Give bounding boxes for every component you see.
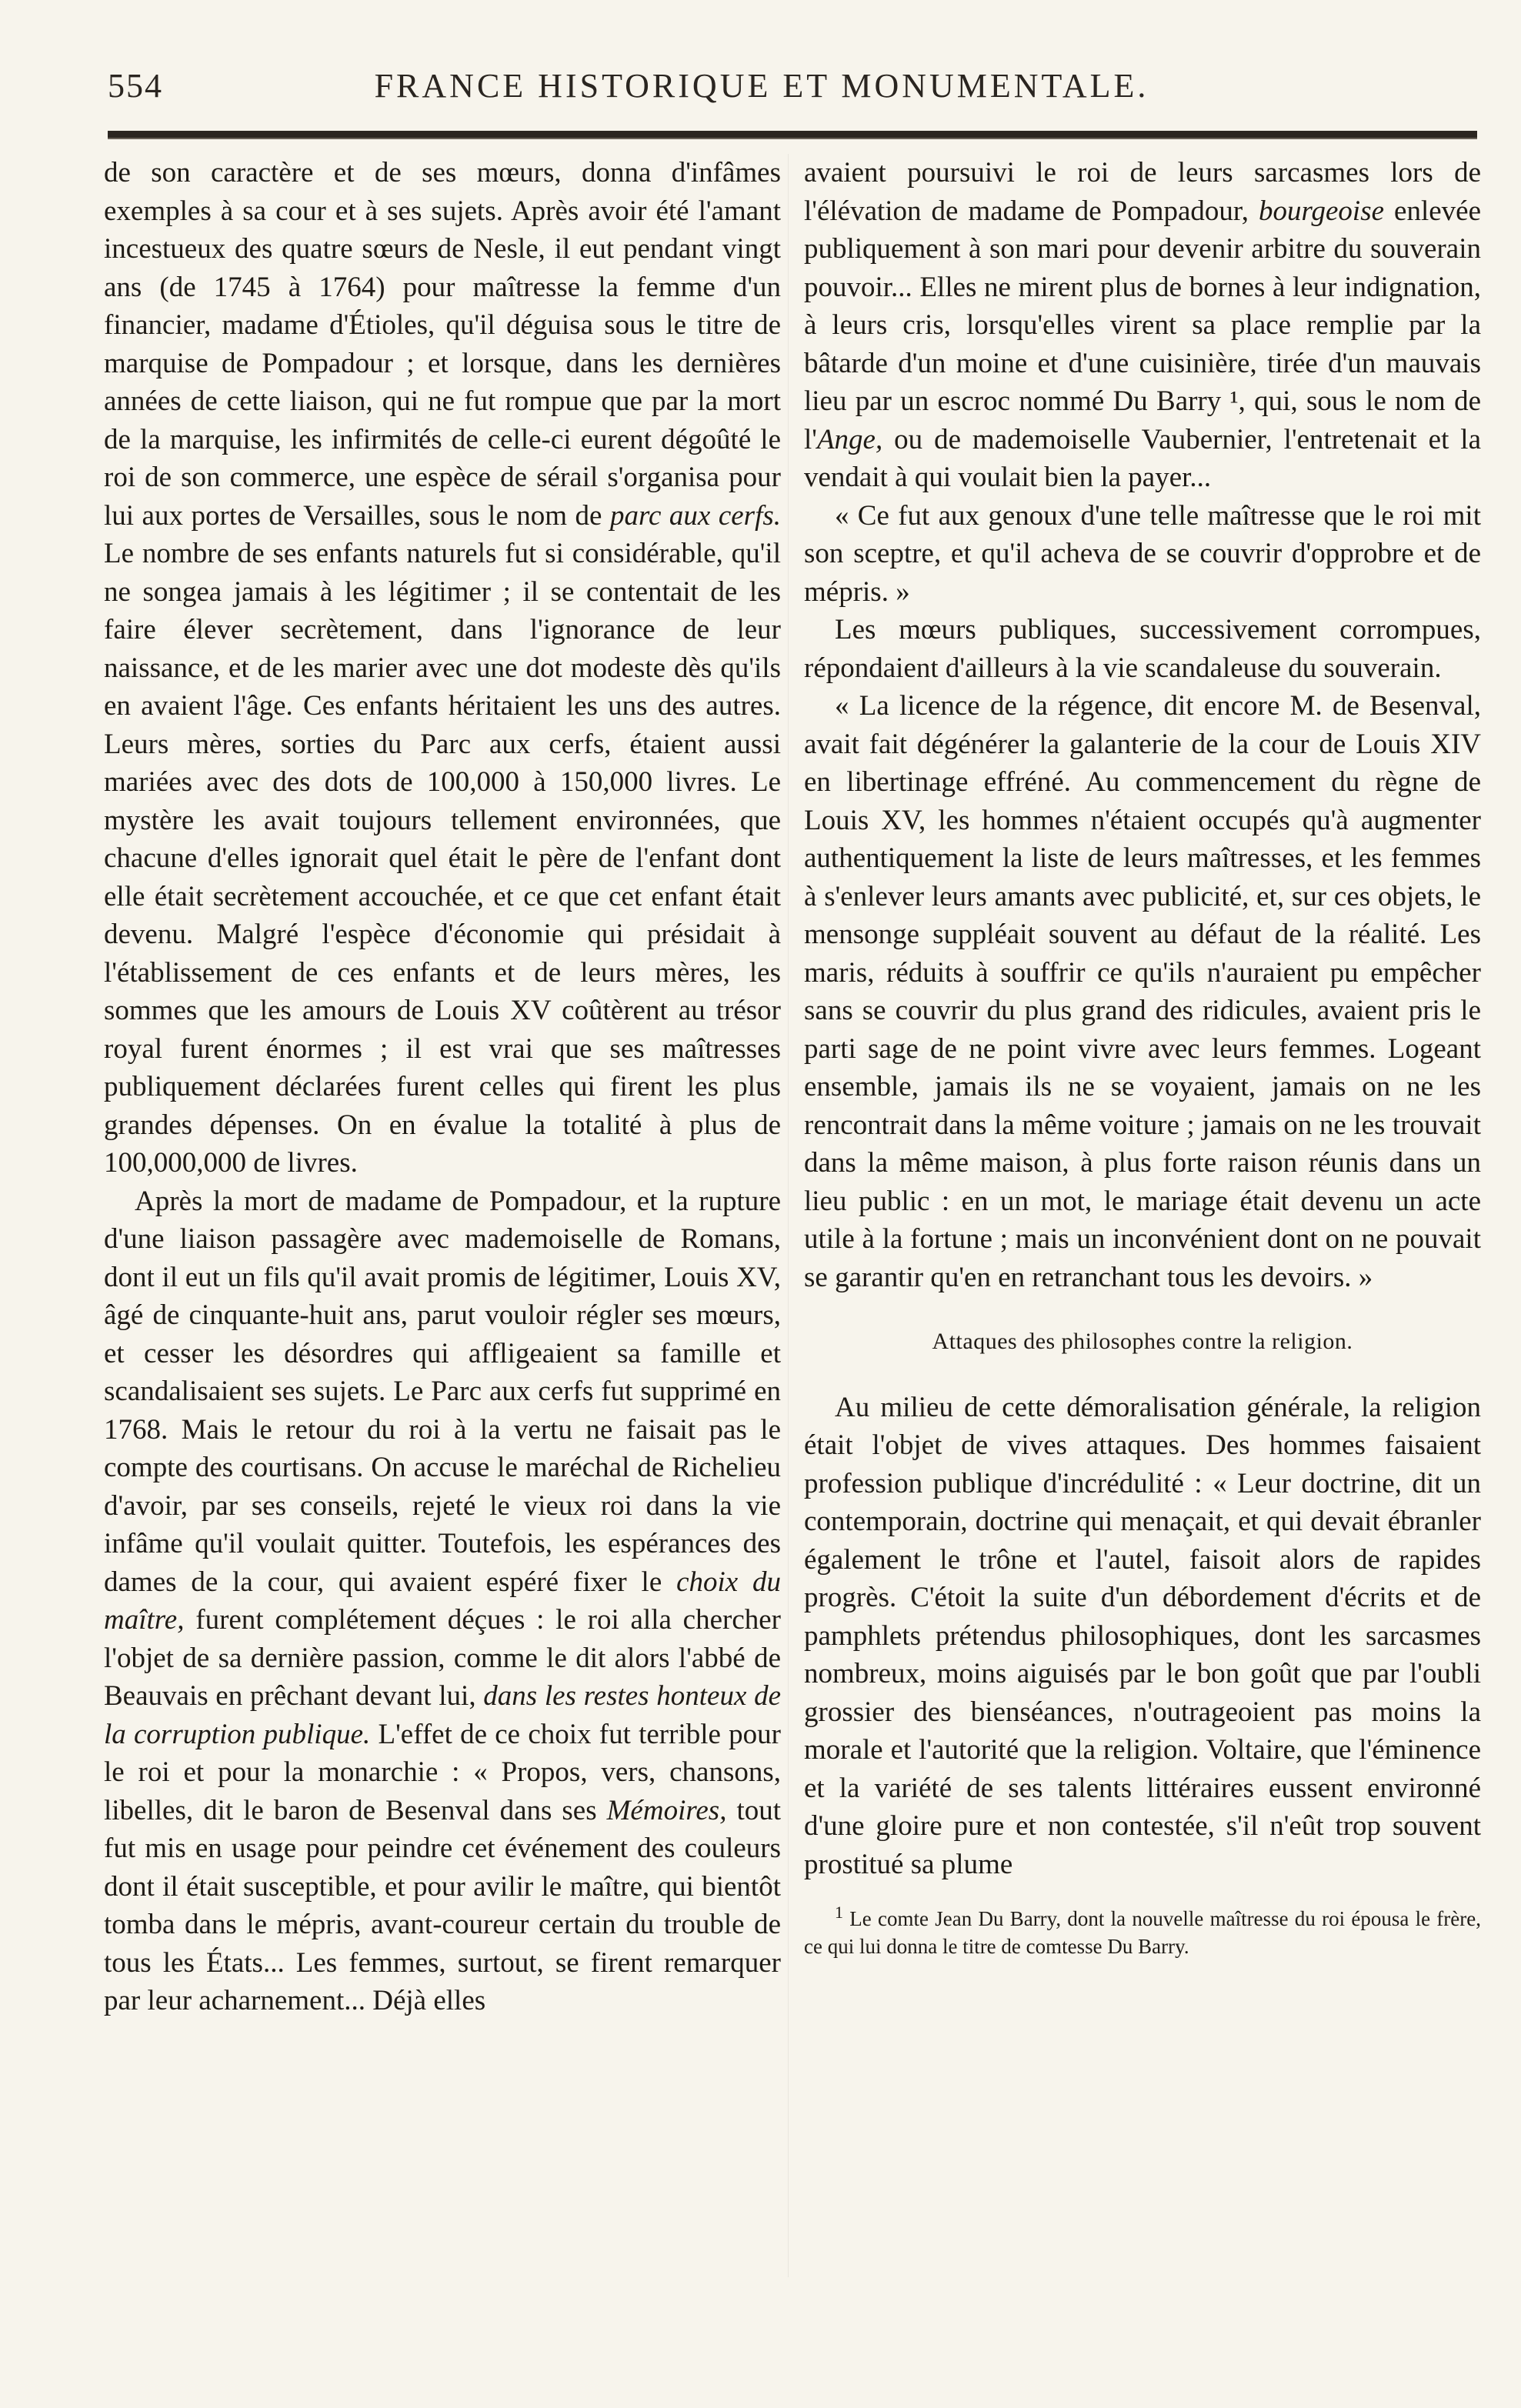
text-run: Après la mort de madame de Pompadour, et la rupture d'une liaison passagère avec mademoiselle de Romans, dont il eut un fils qu'il avait promis de légitimer, Louis XV, âgé de cinquante-huit ans, parut vouloir régler ses mœurs, et cesser les désordres qui affligeaient sa famille et scandalisaient ses sujets. Le Parc aux cerfs fut supprimé en 1768. Mais le retour du roi à la vertu ne faisait pas le compte des courtisans. On accuse le maréchal de Richelieu d'avoir, par ses conseils, rejeté le vieux roi dans la vie infâme qu'il voulait quitter. Toutefois, les espérances des dames de la cour, qui avaient espéré fixer le [104, 1185, 781, 1598]
text-run: furent complétement déçues : le roi alla chercher l'objet de sa dernière passion, comme le dit alors l'abbé de Beauvais en prêchant devant lui, [104, 1604, 781, 1712]
footnote-mark: 1 [835, 1903, 843, 1922]
column-divider [788, 154, 789, 2277]
left-paragraph-1 [104, 154, 781, 1182]
italic-restes-honteux: dans les restes honteux de la corruption publique. [104, 1680, 781, 1750]
footnote-text: Le comte Jean Du Barry, dont la nouvelle maîtresse du roi épousa le frère, ce qui lui donna le titre de comtesse Du Barry. [804, 1907, 1482, 1958]
text-run: enlevée publiquement à son mari pour devenir arbitre du souverain pouvoir... Elles ne mirent plus de bornes à leur indignation, à leurs cris, lorsqu'elles virent sa place remplie par la bâtarde d'un moine et d'une cuisinière, tirée d'un mauvais lieu par un escroc nommé Du Barry ¹, qui, sous le nom de l' [804, 195, 1481, 455]
text-run: L'effet de ce choix fut terrible pour le roi et pour la monarchie : « Propos, vers, chansons, libelles, dit le baron de Besenval dans ses [104, 1718, 781, 1826]
right-paragraph-2: « Ce fut aux genoux d'une telle maîtresse que le roi mit son sceptre, et qu'il acheva de se couvrir d'opprobre et de mépris. » [804, 499, 1481, 608]
text-run: ou de mademoiselle Vaubernier, l'entretenait et la vendait à qui voulait bien la payer... [804, 423, 1481, 493]
header-rule [108, 131, 1477, 139]
italic-bourgeoise: bourgeoise [1258, 195, 1385, 227]
text-run: de son caractère et de ses mœurs, donna d'infâmes exemples à sa cour et à ses sujets. Après avoir été l'amant incestueux des quatre sœurs de Nesle, il eut pendant vingt ans (de 1745 à 1764) pour maîtresse la femme d'un financier, madame d'Étioles, qu'il déguisa sous le titre de marquise de Pompadour ; et lorsque, dans les dernières années de cette liaison, qui ne fut rompue que par la mort de la marquise, les infirmités de celle-ci eurent dégoûté le roi de son commerce, une espèce de sérail s'organisa pour lui aux portes de Versailles, sous le nom de [104, 157, 781, 532]
left-paragraph-2 [104, 1182, 781, 2020]
running-title: FRANCE HISTORIQUE ET MONUMENTALE. [374, 67, 1149, 105]
italic-memoires: Mémoires, [606, 1794, 727, 1826]
right-column [804, 154, 1481, 1960]
page-header [108, 66, 1416, 112]
italic-ange: Ange, [816, 423, 883, 455]
right-paragraph-4: « La licence de la régence, dit encore M. de Besenval, avait fait dégénérer la galanterie de la cour de Louis XIV en libertinage effréné. Au commencement du règne de Louis XV, les hommes n'étaient occupés qu'à augmenter authentiquement la liste de leurs maîtresses, et les femmes à s'enlever leurs amants avec publicité, et, sur ces objets, le mensonge suppléait souvent au défaut de la réalité. Les maris, réduits à souffrir ce qu'ils n'auraient pu empêcher sans se couvrir du plus grand des ridicules, avaient pris le parti sage de ne point vivre avec leurs femmes. Logeant ensemble, jamais ils ne se voyaient, jamais on ne les rencontrait dans la même voiture ; jamais on ne les trouvait dans la même maison, à plus forte raison réunis dans un lieu public : en un mot, le mariage était devenu un acte utile à la fortune ; mais un inconvénient dont on ne pouvait se garantir qu'en en retranchant tous les devoirs. » [804, 690, 1481, 1293]
text-run: avaient poursuivi le roi de leurs sarcasmes lors de l'élévation de madame de Pompadour, [804, 157, 1481, 227]
italic-choix-du-maitre: choix du maître, [104, 1566, 781, 1636]
italic-term-parc-aux-cerfs: parc aux cerfs. [609, 499, 781, 532]
text-run: Le nombre de ses enfants naturels fut si considérable, qu'il ne songea jamais à les légitimer ; il se contentait de les faire élever secrètement, dans l'ignorance de leur naissance, et de les marier avec une dot modeste dès qu'ils en avaient l'âge. Ces enfants héritaient les uns des autres. Leurs mères, sorties du Parc aux cerfs, étaient aussi mariées avec des dots de 100,000 à 150,000 livres. Le mystère les avait toujours tellement environnées, que chacune d'elles ignorait quel était le père de l'enfant dont elle était secrètement accouchée, et ce que cet enfant était devenu. Malgré l'espèce d'économie qui présidait à l'établissement de ces enfants et de leurs mères, les sommes que les amours de Louis XV coûtèrent au trésor royal furent énormes ; il est vrai que ses maîtresses publiquement déclarées furent celles qui firent les plus grandes dépenses. On en évalue la totalité à plus de 100,000,000 de livres. [104, 538, 781, 1179]
right-paragraph-3: Les mœurs publiques, successivement corrompues, répondaient d'ailleurs à la vie scandaleuse du souverain. [804, 614, 1481, 684]
section-heading: Attaques des philosophes contre la religion. [932, 1329, 1353, 1354]
page-number: 554 [108, 67, 163, 105]
footnote [804, 1899, 1481, 1960]
right-paragraph-5: Au milieu de cette démoralisation générale, la religion était l'objet de vives attaques. Des hommes faisaient profession publique d'incrédulité : « Leur doctrine, dit un contemporain, doctrine qui menaçait, et qui devait ébranler également le trône et l'autel, faisoit alors de rapides progrès. C'étoit la suite d'un débordement d'écrits et de pamphlets prétendus philosophiques, dont les sarcasmes nombreux, moins aiguisés par le bon goût que par l'oubli grossier des bienséances, n'outrageoient pas moins la morale et l'autorité que la religion. Voltaire, que l'éminence et la variété de ses talents littéraires eussent environné d'une gloire pure et non contestée, s'il n'eût trop souvent prostitué sa plume [804, 1391, 1481, 1880]
text-run: tout fut mis en usage pour peindre cet événement des couleurs dont il était susceptible, et pour avilir le maître, qui bientôt tomba dans le mépris, avant-coureur certain du trouble de tous les États... Les femmes, surtout, se firent remarquer par leur acharnement... Déjà elles [104, 1794, 781, 2016]
right-paragraph-1 [804, 154, 1481, 497]
left-column [104, 154, 781, 2020]
